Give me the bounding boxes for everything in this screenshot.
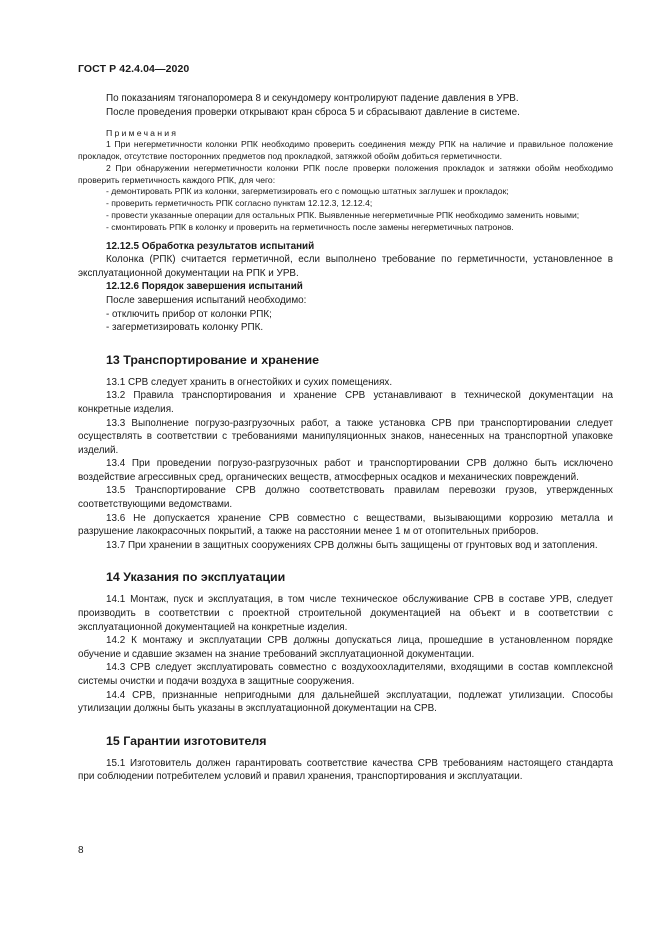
- note-1: 1 При негерметичности колонки РПК необходимо проверить соединения между РПК на наличие и правильное положение прокладок, отсутствие посторонних предметов под прокладкой, затяжкой обойм добиться герметичности.: [78, 139, 613, 161]
- section-paragraph: 14.3 СРВ следует эксплуатировать совместно с воздухоохладителями, входящими в состав комплексной системы очистки и подачи воздуха в защитные сооружения.: [78, 662, 613, 687]
- section-title-15: 15 Гарантии изготовителя: [106, 733, 267, 748]
- section-paragraph: 13.3 Выполнение погрузо-разгрузочных работ, а также установка СРВ при транспортировании следует осуществлять в соответствии с требованиями манипуляционных знаков, нанесенных на транспортной упаковке изделий.: [78, 417, 613, 456]
- document-body: [78, 88, 613, 784]
- subsection-line: После завершения испытаний необходимо:: [106, 294, 307, 306]
- note-list-item: - демонтировать РПК из колонки, загерметизировать его с помощью штатных заглушек и прокладок;: [106, 186, 509, 197]
- subsection-list-item: - отключить прибор от колонки РПК;: [106, 308, 272, 320]
- section-title-14: 14 Указания по эксплуатации: [106, 570, 286, 585]
- standard-code-header: ГОСТ Р 42.4.04—2020: [78, 63, 190, 75]
- subsection-heading-12-12-5: 12.12.5 Обработка результатов испытаний: [106, 240, 315, 252]
- section-paragraph: 14.2 К монтажу и эксплуатации СРВ должны допускаться лица, прошедшие в установленном порядке обучение и сдавшие экзамен на знание требований эксплуатационной документации.: [78, 635, 613, 660]
- section-paragraph: 13.6 Не допускается хранение СРВ совместно с веществами, вызывающими коррозию металла и разрушение лакокрасочных покрытий, а также на расстоянии менее 1 м от отопительных приборов.: [78, 512, 613, 538]
- intro-paragraph: После проведения проверки открывают кран сброса 5 и сбрасывают давление в системе.: [106, 106, 520, 118]
- section-paragraph: 13.7 При хранении в защитных сооружениях СРВ должны быть защищены от грунтовых вод и затопления.: [106, 539, 598, 551]
- section-paragraph: 13.5 Транспортирование СРВ должно соответствовать правилам перевозки грузов, утвержденных соответствующими ведомствами.: [78, 485, 613, 511]
- note-list-item: - провести указанные операции для остальных РПК. Выявленные негерметичные РПК необходимо заменить новыми;: [106, 209, 580, 220]
- note-2: 2 При обнаружении негерметичности колонки РПК после проверки положения прокладок и затяжки обойм необходимо проверить герметичность каждого РПК, для чего:: [78, 162, 613, 185]
- notes-block: [78, 128, 613, 233]
- note-list-item: - смонтировать РПК в колонку и проверить на герметичность после замены негерметичных патронов.: [106, 221, 514, 232]
- section-title-13: 13 Транспортирование и хранение: [106, 352, 319, 367]
- section-paragraph: 14.1 Монтаж, пуск и эксплуатация, в том числе техническое обслуживание СРВ в составе УРВ, следует производить в соответствии с проектной строительной документацией на объект и в соответствии с эксплуатационной документацией на конкретные изделия.: [78, 594, 613, 633]
- section-paragraph: 13.2 Правила транспортирования и хранение СРВ устанавливают в технической документации на конкретные изделия.: [78, 390, 613, 415]
- section-paragraph: 13.4 При проведении погрузо-разгрузочных работ и транспортировании СРВ должно быть исключено воздействие агрессивных сред, органических веществ, атмосферных осадков и механических повреждений.: [78, 458, 613, 483]
- page-number: 8: [78, 845, 84, 856]
- section-paragraph: 15.1 Изготовитель должен гарантировать соответствие качества СРВ требованиям настоящего стандарта при соблюдении потребителем условий и правил хранения, транспортирования и эксплуатации.: [78, 757, 613, 783]
- section-paragraph: 13.1 СРВ следует хранить в огнестойких и сухих помещениях.: [106, 376, 393, 388]
- notes-title: Примечания: [106, 128, 179, 139]
- subsection-paragraph: Колонка (РПК) считается герметичной, если выполнено требование по герметичности, установленное в эксплуатационной документации на РПК и УРВ.: [78, 254, 613, 279]
- subsection-heading-12-12-6: 12.12.6 Порядок завершения испытаний: [106, 281, 303, 293]
- intro-paragraph: По показаниям тягонапоромера 8 и секундомеру контролируют падение давления в УРВ.: [106, 93, 519, 104]
- note-list-item: - проверить герметичность РПК согласно пунктам 12.12.3, 12.12.4;: [106, 198, 373, 209]
- section-paragraph: 14.4 СРВ, признанные непригодными для дальнейшей эксплуатации, подлежат утилизации. Способы утилизации должны быть указаны в эксплуатационной документации на СРВ.: [78, 689, 613, 715]
- subsection-list-item: - загерметизировать колонку РПК.: [106, 322, 264, 334]
